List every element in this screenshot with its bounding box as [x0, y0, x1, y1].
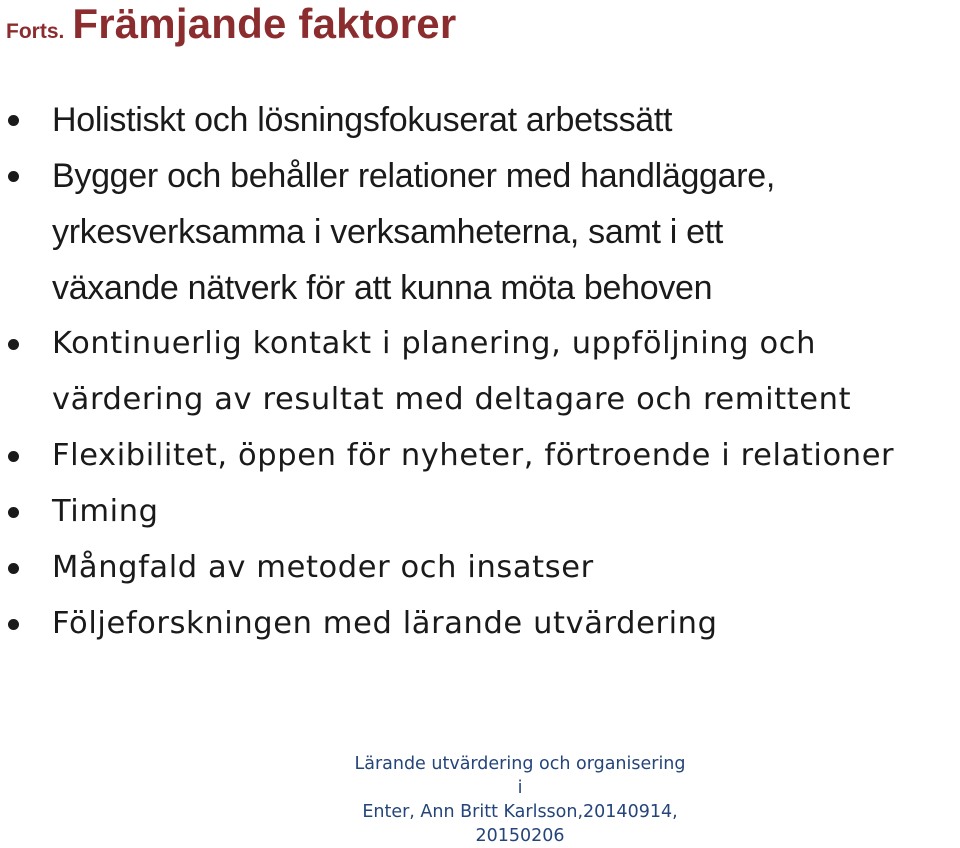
title-prefix: Forts.: [6, 20, 65, 43]
bullet-text: växande nätverk för att kunna möta behoven: [52, 269, 713, 307]
bullet-item: [0, 540, 960, 596]
bullet-icon: [6, 148, 20, 204]
slide-footer: [350, 752, 690, 848]
bullet-text: Flexibilitet, öppen för nyheter, förtroende i relationer: [52, 438, 895, 473]
bullet-text: Bygger och behåller relationer med handläggare,: [52, 157, 776, 195]
bullet-icon: [6, 484, 20, 540]
bullet-icon: [6, 540, 20, 596]
bullet-text: Timing: [52, 494, 159, 529]
footer-line: 20150206: [475, 826, 565, 846]
slide-title: [6, 0, 456, 48]
bullet-item: [0, 428, 960, 484]
bullet-text: yrkesverksamma i verksamheterna, samt i ett: [52, 213, 724, 251]
bullet-item: [0, 148, 960, 316]
bullet-list: [0, 92, 960, 652]
bullet-text: Kontinuerlig kontakt i planering, uppföljning och: [52, 326, 817, 361]
page-title: Främjande faktorer: [72, 0, 457, 47]
bullet-icon: [6, 596, 20, 652]
bullet-item: [0, 484, 960, 540]
footer-line: Lärande utvärdering och organisering i: [354, 754, 686, 798]
bullet-text: värdering av resultat med deltagare och remittent: [52, 382, 852, 417]
bullet-icon: [6, 428, 20, 484]
bullet-item: [0, 316, 960, 428]
bullet-text: Mångfald av metoder och insatser: [52, 550, 594, 585]
bullet-item: [0, 92, 960, 148]
footer-line: Enter, Ann Britt Karlsson,20140914,: [362, 802, 678, 822]
bullet-item: [0, 596, 960, 652]
bullet-icon: [6, 316, 20, 372]
bullet-text: Holistiskt och lösningsfokuserat arbetssätt: [52, 101, 673, 139]
bullet-icon: [6, 92, 20, 148]
bullet-text: Följeforskningen med lärande utvärdering: [52, 606, 718, 641]
